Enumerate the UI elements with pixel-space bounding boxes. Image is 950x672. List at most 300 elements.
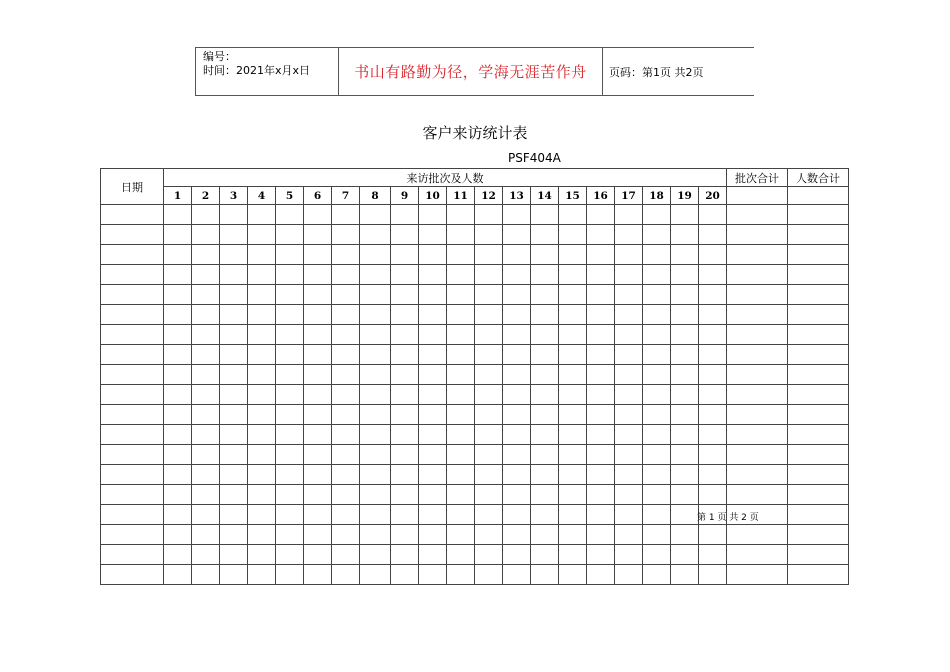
table-cell[interactable] (304, 205, 332, 225)
table-cell[interactable] (101, 325, 164, 345)
table-cell[interactable] (587, 365, 615, 385)
table-cell[interactable] (587, 405, 615, 425)
table-cell[interactable] (192, 425, 220, 445)
table-cell[interactable] (391, 405, 419, 425)
table-cell[interactable] (559, 345, 587, 365)
table-cell[interactable] (192, 325, 220, 345)
table-cell[interactable] (559, 325, 587, 345)
table-cell[interactable] (304, 345, 332, 365)
table-cell[interactable] (788, 385, 849, 405)
table-cell[interactable] (360, 225, 391, 245)
table-cell[interactable] (643, 505, 671, 525)
table-cell[interactable] (360, 485, 391, 505)
table-cell[interactable] (727, 305, 788, 325)
table-cell[interactable] (248, 265, 276, 285)
table-cell[interactable] (419, 485, 447, 505)
table-cell[interactable] (699, 545, 727, 565)
table-cell[interactable] (391, 225, 419, 245)
table-cell[interactable] (699, 465, 727, 485)
table-cell[interactable] (615, 545, 643, 565)
table-cell[interactable] (276, 265, 304, 285)
table-cell[interactable] (475, 325, 503, 345)
table-cell[interactable] (164, 345, 192, 365)
table-cell[interactable] (699, 345, 727, 365)
table-cell[interactable] (615, 285, 643, 305)
table-cell[interactable] (220, 505, 248, 525)
table-cell[interactable] (164, 445, 192, 465)
table-cell[interactable] (164, 485, 192, 505)
table-cell[interactable] (447, 345, 475, 365)
table-cell[interactable] (788, 345, 849, 365)
table-cell[interactable] (503, 445, 531, 465)
table-cell[interactable] (447, 285, 475, 305)
table-cell[interactable] (727, 265, 788, 285)
table-cell[interactable] (727, 245, 788, 265)
table-cell[interactable] (101, 305, 164, 325)
table-cell[interactable] (276, 405, 304, 425)
table-cell[interactable] (248, 505, 276, 525)
table-cell[interactable] (391, 285, 419, 305)
table-cell[interactable] (615, 265, 643, 285)
table-cell[interactable] (360, 305, 391, 325)
table-cell[interactable] (101, 485, 164, 505)
table-cell[interactable] (475, 285, 503, 305)
table-cell[interactable] (559, 525, 587, 545)
table-cell[interactable] (101, 525, 164, 545)
table-cell[interactable] (304, 465, 332, 485)
table-cell[interactable] (559, 465, 587, 485)
table-cell[interactable] (276, 285, 304, 305)
table-cell[interactable] (419, 205, 447, 225)
table-cell[interactable] (419, 245, 447, 265)
table-cell[interactable] (192, 365, 220, 385)
table-cell[interactable] (220, 445, 248, 465)
table-cell[interactable] (220, 465, 248, 485)
table-cell[interactable] (304, 245, 332, 265)
table-cell[interactable] (788, 225, 849, 245)
table-cell[interactable] (671, 565, 699, 585)
table-cell[interactable] (419, 365, 447, 385)
table-cell[interactable] (727, 445, 788, 465)
table-cell[interactable] (248, 365, 276, 385)
table-cell[interactable] (101, 345, 164, 365)
table-cell[interactable] (671, 345, 699, 365)
table-cell[interactable] (531, 245, 559, 265)
table-cell[interactable] (164, 525, 192, 545)
table-cell[interactable] (391, 505, 419, 525)
table-cell[interactable] (332, 265, 360, 285)
table-cell[interactable] (643, 525, 671, 545)
table-cell[interactable] (699, 365, 727, 385)
table-cell[interactable] (671, 505, 699, 525)
table-cell[interactable] (559, 305, 587, 325)
table-cell[interactable] (192, 245, 220, 265)
table-cell[interactable] (332, 445, 360, 465)
table-cell[interactable] (248, 285, 276, 305)
table-cell[interactable] (503, 245, 531, 265)
table-cell[interactable] (531, 425, 559, 445)
table-cell[interactable] (248, 205, 276, 225)
table-cell[interactable] (419, 305, 447, 325)
table-cell[interactable] (220, 265, 248, 285)
table-cell[interactable] (727, 545, 788, 565)
table-cell[interactable] (671, 485, 699, 505)
table-cell[interactable] (419, 465, 447, 485)
table-cell[interactable] (248, 305, 276, 325)
table-cell[interactable] (615, 565, 643, 585)
table-cell[interactable] (447, 325, 475, 345)
table-cell[interactable] (531, 265, 559, 285)
table-cell[interactable] (447, 465, 475, 485)
table-cell[interactable] (101, 425, 164, 445)
table-cell[interactable] (447, 305, 475, 325)
table-cell[interactable] (503, 225, 531, 245)
table-cell[interactable] (419, 385, 447, 405)
table-cell[interactable] (447, 245, 475, 265)
table-cell[interactable] (101, 565, 164, 585)
table-cell[interactable] (475, 365, 503, 385)
table-cell[interactable] (559, 365, 587, 385)
table-cell[interactable] (671, 425, 699, 445)
table-cell[interactable] (164, 245, 192, 265)
table-cell[interactable] (587, 445, 615, 465)
table-cell[interactable] (248, 525, 276, 545)
table-cell[interactable] (304, 445, 332, 465)
table-cell[interactable] (587, 325, 615, 345)
table-cell[interactable] (360, 345, 391, 365)
table-cell[interactable] (164, 545, 192, 565)
table-cell[interactable] (699, 305, 727, 325)
table-cell[interactable] (699, 565, 727, 585)
table-cell[interactable] (503, 465, 531, 485)
table-cell[interactable] (192, 385, 220, 405)
table-cell[interactable] (475, 245, 503, 265)
table-cell[interactable] (727, 405, 788, 425)
table-cell[interactable] (559, 285, 587, 305)
table-cell[interactable] (391, 345, 419, 365)
table-cell[interactable] (531, 485, 559, 505)
table-cell[interactable] (699, 265, 727, 285)
table-cell[interactable] (304, 525, 332, 545)
table-cell[interactable] (559, 445, 587, 465)
table-cell[interactable] (304, 485, 332, 505)
table-cell[interactable] (699, 245, 727, 265)
table-cell[interactable] (101, 385, 164, 405)
table-cell[interactable] (192, 545, 220, 565)
table-cell[interactable] (559, 565, 587, 585)
table-cell[interactable] (220, 545, 248, 565)
table-cell[interactable] (531, 565, 559, 585)
table-cell[interactable] (391, 205, 419, 225)
table-cell[interactable] (559, 425, 587, 445)
table-cell[interactable] (101, 365, 164, 385)
table-cell[interactable] (391, 525, 419, 545)
table-cell[interactable] (391, 365, 419, 385)
table-cell[interactable] (248, 385, 276, 405)
table-cell[interactable] (192, 565, 220, 585)
table-cell[interactable] (587, 305, 615, 325)
table-cell[interactable] (276, 525, 304, 545)
table-cell[interactable] (559, 385, 587, 405)
table-cell[interactable] (101, 545, 164, 565)
table-cell[interactable] (164, 285, 192, 305)
table-cell[interactable] (559, 245, 587, 265)
table-cell[interactable] (220, 525, 248, 545)
table-cell[interactable] (391, 445, 419, 465)
table-cell[interactable] (615, 245, 643, 265)
table-cell[interactable] (164, 505, 192, 525)
table-cell[interactable] (788, 365, 849, 385)
table-cell[interactable] (727, 525, 788, 545)
table-cell[interactable] (101, 445, 164, 465)
table-cell[interactable] (164, 425, 192, 445)
table-cell[interactable] (699, 325, 727, 345)
table-cell[interactable] (699, 425, 727, 445)
table-cell[interactable] (475, 405, 503, 425)
table-cell[interactable] (587, 265, 615, 285)
table-cell[interactable] (360, 525, 391, 545)
table-cell[interactable] (671, 405, 699, 425)
table-cell[interactable] (332, 325, 360, 345)
table-cell[interactable] (727, 565, 788, 585)
table-cell[interactable] (643, 245, 671, 265)
table-cell[interactable] (587, 285, 615, 305)
table-cell[interactable] (419, 525, 447, 545)
table-cell[interactable] (671, 545, 699, 565)
table-cell[interactable] (192, 345, 220, 365)
table-cell[interactable] (788, 325, 849, 345)
table-cell[interactable] (164, 325, 192, 345)
table-cell[interactable] (788, 505, 849, 525)
table-cell[interactable] (220, 325, 248, 345)
table-cell[interactable] (248, 485, 276, 505)
table-cell[interactable] (419, 565, 447, 585)
table-cell[interactable] (643, 225, 671, 245)
table-cell[interactable] (503, 205, 531, 225)
table-cell[interactable] (164, 305, 192, 325)
table-cell[interactable] (192, 485, 220, 505)
table-cell[interactable] (788, 445, 849, 465)
table-cell[interactable] (559, 485, 587, 505)
table-cell[interactable] (671, 225, 699, 245)
table-cell[interactable] (788, 565, 849, 585)
table-cell[interactable] (643, 545, 671, 565)
table-cell[interactable] (248, 425, 276, 445)
table-cell[interactable] (671, 445, 699, 465)
table-cell[interactable] (220, 225, 248, 245)
table-cell[interactable] (503, 505, 531, 525)
table-cell[interactable] (447, 405, 475, 425)
table-cell[interactable] (559, 505, 587, 525)
table-cell[interactable] (248, 405, 276, 425)
table-cell[interactable] (727, 385, 788, 405)
table-cell[interactable] (360, 325, 391, 345)
table-cell[interactable] (503, 425, 531, 445)
table-cell[interactable] (164, 385, 192, 405)
table-cell[interactable] (587, 245, 615, 265)
table-cell[interactable] (559, 205, 587, 225)
table-cell[interactable] (587, 465, 615, 485)
table-cell[interactable] (391, 385, 419, 405)
table-cell[interactable] (192, 285, 220, 305)
table-cell[interactable] (503, 325, 531, 345)
table-cell[interactable] (447, 425, 475, 445)
table-cell[interactable] (643, 305, 671, 325)
table-cell[interactable] (220, 365, 248, 385)
table-cell[interactable] (332, 225, 360, 245)
table-cell[interactable] (531, 445, 559, 465)
table-cell[interactable] (276, 545, 304, 565)
table-cell[interactable] (391, 465, 419, 485)
table-cell[interactable] (671, 265, 699, 285)
table-cell[interactable] (360, 565, 391, 585)
table-cell[interactable] (164, 465, 192, 485)
table-cell[interactable] (304, 425, 332, 445)
table-cell[interactable] (475, 505, 503, 525)
table-cell[interactable] (360, 285, 391, 305)
table-cell[interactable] (699, 205, 727, 225)
table-cell[interactable] (447, 565, 475, 585)
table-cell[interactable] (248, 545, 276, 565)
table-cell[interactable] (304, 305, 332, 325)
table-cell[interactable] (615, 365, 643, 385)
table-cell[interactable] (503, 485, 531, 505)
table-cell[interactable] (671, 465, 699, 485)
table-cell[interactable] (587, 525, 615, 545)
table-cell[interactable] (419, 425, 447, 445)
table-cell[interactable] (643, 325, 671, 345)
table-cell[interactable] (447, 485, 475, 505)
table-cell[interactable] (531, 465, 559, 485)
table-cell[interactable] (101, 285, 164, 305)
table-cell[interactable] (248, 245, 276, 265)
table-cell[interactable] (304, 265, 332, 285)
table-cell[interactable] (391, 305, 419, 325)
table-cell[interactable] (332, 405, 360, 425)
table-cell[interactable] (531, 325, 559, 345)
table-cell[interactable] (615, 305, 643, 325)
table-cell[interactable] (391, 425, 419, 445)
table-cell[interactable] (332, 385, 360, 405)
table-cell[interactable] (788, 265, 849, 285)
table-cell[interactable] (220, 385, 248, 405)
table-cell[interactable] (360, 445, 391, 465)
table-cell[interactable] (475, 425, 503, 445)
table-cell[interactable] (304, 505, 332, 525)
table-cell[interactable] (332, 525, 360, 545)
table-cell[interactable] (304, 565, 332, 585)
table-cell[interactable] (419, 325, 447, 345)
table-cell[interactable] (615, 445, 643, 465)
table-cell[interactable] (587, 225, 615, 245)
table-cell[interactable] (671, 305, 699, 325)
table-cell[interactable] (220, 245, 248, 265)
table-cell[interactable] (360, 265, 391, 285)
table-cell[interactable] (276, 245, 304, 265)
table-cell[interactable] (101, 225, 164, 245)
table-cell[interactable] (276, 385, 304, 405)
table-cell[interactable] (727, 285, 788, 305)
table-cell[interactable] (332, 305, 360, 325)
table-cell[interactable] (332, 485, 360, 505)
table-cell[interactable] (220, 345, 248, 365)
table-cell[interactable] (276, 465, 304, 485)
table-cell[interactable] (447, 365, 475, 385)
table-cell[interactable] (304, 325, 332, 345)
table-cell[interactable] (475, 305, 503, 325)
table-cell[interactable] (391, 565, 419, 585)
table-cell[interactable] (671, 205, 699, 225)
table-cell[interactable] (192, 405, 220, 425)
table-cell[interactable] (304, 285, 332, 305)
table-cell[interactable] (643, 285, 671, 305)
table-cell[interactable] (276, 565, 304, 585)
table-cell[interactable] (192, 505, 220, 525)
table-cell[interactable] (503, 305, 531, 325)
table-cell[interactable] (643, 445, 671, 465)
table-cell[interactable] (419, 285, 447, 305)
table-cell[interactable] (531, 285, 559, 305)
table-cell[interactable] (419, 225, 447, 245)
table-cell[interactable] (360, 425, 391, 445)
table-cell[interactable] (391, 265, 419, 285)
table-cell[interactable] (615, 505, 643, 525)
table-cell[interactable] (360, 405, 391, 425)
table-cell[interactable] (531, 365, 559, 385)
table-cell[interactable] (503, 545, 531, 565)
table-cell[interactable] (699, 225, 727, 245)
table-cell[interactable] (192, 465, 220, 485)
table-cell[interactable] (164, 365, 192, 385)
table-cell[interactable] (559, 225, 587, 245)
table-cell[interactable] (419, 505, 447, 525)
table-cell[interactable] (503, 285, 531, 305)
table-cell[interactable] (587, 345, 615, 365)
table-cell[interactable] (192, 265, 220, 285)
table-cell[interactable] (447, 445, 475, 465)
table-cell[interactable] (447, 205, 475, 225)
table-cell[interactable] (332, 205, 360, 225)
table-cell[interactable] (671, 365, 699, 385)
table-cell[interactable] (276, 225, 304, 245)
table-cell[interactable] (587, 205, 615, 225)
table-cell[interactable] (192, 525, 220, 545)
table-cell[interactable] (192, 305, 220, 325)
table-cell[interactable] (164, 405, 192, 425)
table-cell[interactable] (248, 325, 276, 345)
table-cell[interactable] (101, 505, 164, 525)
table-cell[interactable] (788, 245, 849, 265)
table-cell[interactable] (643, 485, 671, 505)
table-cell[interactable] (727, 325, 788, 345)
table-cell[interactable] (192, 445, 220, 465)
table-cell[interactable] (615, 385, 643, 405)
table-cell[interactable] (192, 225, 220, 245)
table-cell[interactable] (475, 385, 503, 405)
table-cell[interactable] (671, 285, 699, 305)
table-cell[interactable] (587, 565, 615, 585)
table-cell[interactable] (164, 265, 192, 285)
table-cell[interactable] (531, 305, 559, 325)
table-cell[interactable] (615, 485, 643, 505)
table-cell[interactable] (447, 505, 475, 525)
table-cell[interactable] (559, 545, 587, 565)
table-cell[interactable] (332, 425, 360, 445)
table-cell[interactable] (101, 465, 164, 485)
table-cell[interactable] (391, 485, 419, 505)
table-cell[interactable] (643, 385, 671, 405)
table-cell[interactable] (699, 405, 727, 425)
